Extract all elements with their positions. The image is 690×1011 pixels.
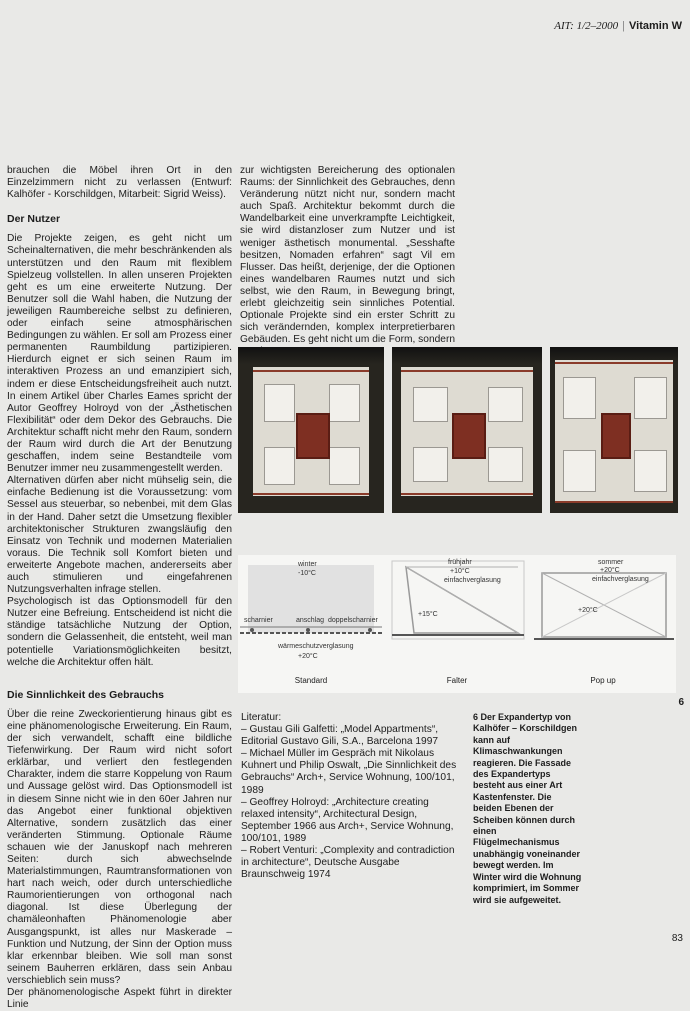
- paragraph: Über die reine Zweckorientierung hinaus gibt es eine phänomenologische Erweiterung. Ein Raum, der sich verwandelt, schafft eine bildliche Tiefenwirkung. Der Raum wird nicht sofort erklärbar, und verliert den festlegenden Charakter, indem die starre Koppelung von Raum und Aussage gelöst wird. Das Optionsmodell ist in diesem Sinne nicht wie in den 60er Jahren nur das Angebot einer funktional objektiven Alternative, sondern zusätzlich das einer veränderten Stimmung. Optionale Räume schauen wie der Januskopf nach mehreren Seiten: durch sich abwechselnde Materialstimmungen, Raumtransformationen von hart nach weich, oder durch unterschiedliche Raumorientierungen von orthogonal nach diagonal. Ist diese Überlegung der chamäleonhaften Phänomenologie aber Ausgangspunkt, ist alles nur Maskerade – Funktion und Nutzung, der Sinn der Option muss klar erkennbar bleiben. Wie soll man sonst seinem Bauherren erklären, dass sein Anbau verschieblich sein muss?: [7, 708, 232, 986]
- text-column-left: [7, 165, 232, 1011]
- diagram-title: Standard: [294, 676, 328, 685]
- diagram-falter-drawing: [384, 555, 530, 693]
- paragraph: zur wichtigsten Bereicherung des optionalen Raums: der Sinnlichkeit des Gebrauches, denn Veränderung nützt nicht nur, sondern macht auch Spaß. Architektur bekommt durch die Wandelbarkeit eine unverkrampfte Leichtigkeit, sie wird distanzloser zum Nutzer und ist weniger ästhetisch monumental. „Sesshafte besitzen, Nomaden erfahren“ sagt Vil em Flusser. Das heißt, derjenige, der die Optionen eines wandelbaren Raumes nutzt und sich selbst, wie den Raum, in Bewegung bringt, erlebt gleichzeitig sein sinnliches Potential. Optionale Projekte sind ein erster Schritt zu sich verändernden, komplex interpretierbaren Gebäuden. Es geht nicht um die Form, sondern: [240, 165, 455, 346]
- outside-temp: -10°C: [298, 570, 316, 577]
- season-label: winter: [298, 561, 317, 568]
- header-separator: |: [622, 20, 626, 32]
- diagram-popup: [530, 555, 676, 693]
- hinge-label: scharnier: [244, 617, 273, 624]
- literature-item: – Geoffrey Holroyd: „Architecture creating relaxed intensity“, Architectural Design, September 1966 aus Arch+, Service Wohnung, 100/101, 1989: [241, 796, 454, 844]
- glazing-label: einfachverglasung: [444, 577, 501, 584]
- outside-temp: +10°C: [450, 568, 470, 575]
- paragraph-intro: brauchen die Möbel ihren Ort in den Einzelzimmern nicht zu verlassen (Entwurf: Kalhöfer - Korschildgen, Mitarbeit: Sigrid Weiss).: [7, 165, 232, 201]
- running-header: [554, 20, 682, 32]
- paragraph: Der phänomenologische Aspekt führt in direkter Linie: [7, 987, 232, 1011]
- heading-der-nutzer: Der Nutzer: [7, 213, 61, 226]
- text-column-middle: [240, 165, 455, 359]
- heading-sinnlichkeit: Die Sinnlichkeit des Gebrauchs: [7, 688, 164, 701]
- stop-label: anschlag: [296, 617, 325, 624]
- inside-temp: +20°C: [298, 653, 318, 660]
- expander-diagrams: [238, 555, 676, 693]
- section-title: Vitamin W: [629, 20, 682, 32]
- paragraph: Die Projekte zeigen, es geht nicht um Scheinalternativen, die mehr beschränkenden als unterstützen und den Raum mit flexiblem Spielzeug vollstellen. In allen unseren Projekten geht es um eine erweiterte Nutzung. Der Benutzer soll die Wahl haben, die Nutzung der jeweiligen Raumbereiche selbst zu definieren, oder einfach seine atmosphärischen Bedingungen zu wählen. Er soll am Prozess einer permanenten Raumbildung partizipieren. Hierdurch eignet er sich seinen Raum im interaktiven Prozess an und emanzipiert sich, indem er diese Entscheidungsfreiheit auch nutzt. In einem Artikel über Charles Eames spricht der Autor Geoffrey Holroyd von der „Ästhetischen Flexibilität“ oder dem Dekor des Gebrauchs. Die Architektur schafft nicht mehr den Raum, sondern der Raum wird durch die Art der Benutzung geschaffen, indem seine Bestandteile vom Benutzer immer neu zusammengestellt werden.: [7, 233, 232, 475]
- page-number: 83: [671, 933, 683, 944]
- paragraph: Alternativen dürfen aber nicht mühselig sein, die einfache Bedienung ist die Voraussetzung: vom Sessel aus steuerbar, so nebenbei, mit dem Glas in der Hand. Daher setzt die Umsetzung flexibler architektonischer Strukturen zwangsläufig den Einsatz von Technik und modernen Materialien voraus. Die Technik soll Komfort bieten und erweiterte Angebote machen, andererseits aber auch stimulieren und eingefahrenen Nutzungsverhalten infrage stellen.: [7, 475, 232, 596]
- model-photo-standard: [238, 347, 384, 513]
- diagram-title: Falter: [446, 676, 468, 685]
- model-photo-popup: [550, 347, 678, 513]
- inside-temp: +20°C: [578, 607, 598, 614]
- glazing-label: wärmeschutzverglasung: [278, 643, 354, 650]
- literature-list: [241, 712, 461, 881]
- paragraph: Psychologisch ist das Optionsmodell für den Nutzer eine Befreiung. Entscheidend ist nicht die ständige tatsächliche Nutzung der Option, sondern die Gelassenheit, die entsteht, weil man potentielle Variationsmöglichkeiten besitzt, welche die Architektur offen hält.: [7, 596, 232, 668]
- figure-caption: 6 Der Expandertyp von Kalhöfer – Korschildgen kann auf Klimaschwankungen reagieren. Die Fassade des Expandertyps besteht aus einer Art Kastenfenster. Die beiden Ebenen der Scheiben können durch einen Flügelmechanismus unabhängig voneinander bewegt werden. Im Winter wird die Wohnung komprimiert, im Sommer wird sie aufgeweitet.: [473, 712, 582, 905]
- diagram-title: Pop up: [590, 676, 616, 685]
- diagram-falter: [384, 555, 530, 693]
- diagram-standard: [238, 555, 384, 693]
- model-photo-falter: [392, 347, 542, 513]
- figure-number: 6: [678, 697, 684, 708]
- glazing-label: einfachverglasung: [592, 576, 649, 583]
- literature-item: – Michael Müller im Gespräch mit Nikolaus Kuhnert und Philip Oswalt, „Die Sinnlichkeit des Gebrauchs“ Arch+, Service Wohnung, 100/101, 1989: [241, 748, 457, 796]
- season-label: sommer: [598, 559, 624, 566]
- literature-item: – Gustau Gili Galfetti: „Model Appartments“, Editorial Gustavo Gili, S.A., Barcelona 1997: [241, 724, 439, 748]
- literature-title: Literatur:: [241, 712, 282, 723]
- literature-item: – Robert Venturi: „Complexity and contradiction in architecture“, Deutsche Ausgabe Braunschweig 1974: [241, 845, 455, 881]
- outside-temp: +20°C: [600, 567, 620, 574]
- issue-label: AIT: 1/2–2000: [554, 20, 619, 32]
- season-label: frühjahr: [448, 559, 472, 566]
- double-hinge-label: doppelscharnier: [328, 617, 378, 624]
- inside-temp: +15°C: [418, 611, 438, 618]
